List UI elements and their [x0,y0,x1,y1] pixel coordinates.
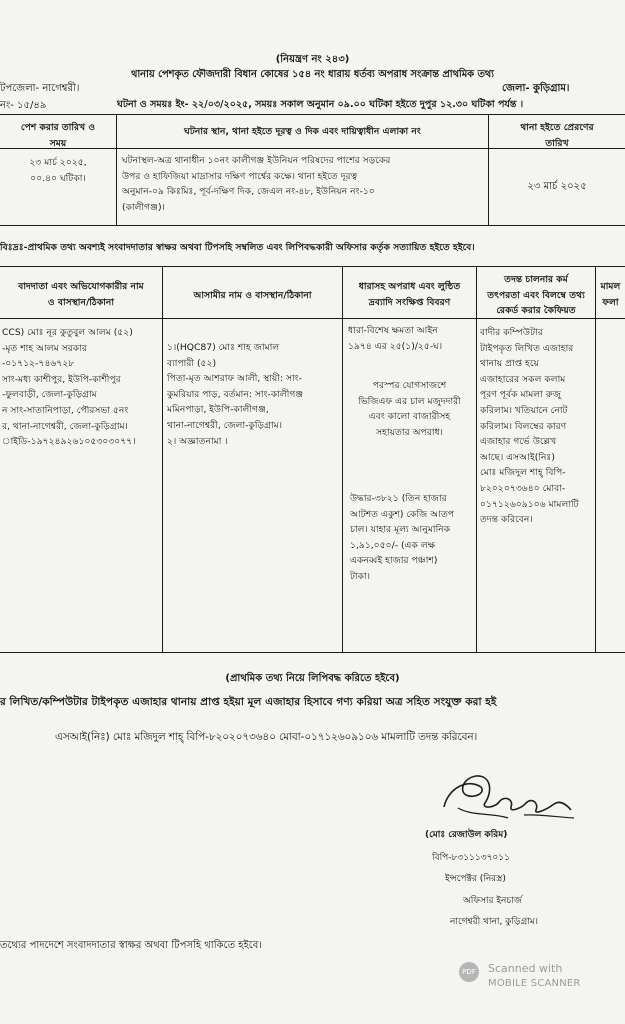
record-note: (প্রাথমিক তথ্য নিয়ে লিপিবদ্ধ করিতে হইবে) [225,673,400,684]
table1-header-location: ঘটনার স্থান, থানা হইতে দূরত্ব ও দিক এবং দায়িত্বাধীন এলাকা নং [184,126,421,137]
table1-send-date: ২৩ মার্চ ২০২৫ [527,181,587,192]
case-number: নং- ১৫/৪৯ [0,100,47,111]
footer-line-1: র লিখিত/কম্পিউটার টাইপকৃত এজাহার থানায় প্রাপ্ত হইয়া মূল এজাহার হিসাবে গণ্য করিয়া অত্র সহিত সংযুক্ত করা হই [0,696,497,708]
recovered-goods: উদ্ধার-৩৮২১ (তিন হাজার আটশত একুশ) কেজি আতপ চাল। যাহার মূল্য আনুমানিক ১,৯১,০৫০/- (এক লক্ষ একনব্বই হাজার পঞ্চাশ) টাকা। [350,493,455,582]
table1-submit-date: ২৩ মার্চ ২০২৫, ০০.৪০ ঘটিকা। [29,157,87,184]
officer-station: নাগেশ্বরী থানা, কুড়িগ্রাম। [450,917,539,927]
officer-title: অফিসার ইনচার্জ [463,896,522,906]
document-title: থানায় পেশকৃত ফৌজদারী বিধান কোষের ১৫৪ নং ধারায় ধর্তব্য অপরাধ সংক্রান্ত প্রাথমিক তথ্য [131,69,494,80]
notice-attestation: বিঃদ্রঃ-প্রাথমিক তথ্য অবশ্যই সংবাদদাতার স্বাক্ষর অথবা টিপসহি সম্বলিত এবং লিপিবদ্ধকারী অফিসার কর্তৃক সত্যায়িত হইতে হইবে। [0,242,475,253]
complainant-details: CCS) মোঃ নূর কুতুবুল আলম (৫২) -মৃত শাহ আলম সরকার -০১৭১২-৭৪৬৭২৮ সাং-মধ্য কাশীপুর, ইউপি-কাশীপুর -ফুলবাড়ী, জেলা-কুড়িগ্রাম ন সাং-সাতানিপাড়া, পৌরসভা ৫নং র, থানা-নাগেশ্বরী, জেলা-কুড়িগ্রাম। াইডি-১৯৭২৪৯২৬১০৫৩০৩০৭৭। [2,327,136,448]
table2-header-investigation: তদন্ত চালনার কর্ম তৎপরতা এবং বিলম্বে তথ্য রেকর্ড করার কৈফিয়ত [487,274,585,317]
offence-description: পরস্পর যোগসাজশে ভিজিএফ এর চাল মজুদদারী এবং কালো বাজারীসহ সহায়তার অপরাধ। [358,380,461,438]
control-number: (নিয়ন্ত্রণ নং ২৪৩) [275,54,350,65]
offence-section: ধারা-বিশেষ ক্ষমতা আইন ১৯৭৪ এর ২৫(১)/২৫-ঘ। [348,325,443,352]
investigation-details: বাদীর কম্পিউটার টাইপকৃত লিখিত এজাহার থানায় প্রাপ্ত হয়ে এজাহারের সকল কলাম পূরণ পূর্বক মামলা রুজু করিলাম। খতিয়ানে নোট করিলাম। বিলম্বের কারণ এজাহার গর্ভে উল্লেখ আছে। এসআই(নিঃ) মোঃ মজিদুল শাহ্ বিপি- ৮২০২০৭৩৬৪০ মোবা- ০১৭১২৬০৯১০৬ মামলাটি তদন্ত করিবেন। [480,327,579,526]
sub-district: টপজেলা- নাগেশ্বরী। [0,83,80,94]
table1-location: ঘটনাস্থল-অত্র থানাধীন ১০নং কালীগঞ্জ ইউনিয়ন পরিষদের পাশের সড়কের উপর ও হাফিজিয়া মাদ্রাসার দক্ষিণ পার্শ্বের কক্ষে। থানা হইতে দূরত্ব অনুমান-০৯ কিঃমিঃ, পূর্ব-দক্ষিণ দিক, জেএল নং-৪৮, ইউনিয়ন নং-১০ (কালীগঞ্জ)। [122,155,391,213]
final-instruction: তথ্যের পাদদেশে সংবাদদাতার স্বাক্ষর অথবা টিপসহি থাকিতে হইবে। [0,940,262,951]
table2-header-offence: ধারাসহ অপরাধ এবং লুন্ঠিত দ্রব্যাদি সংক্ষিপ্ত বিবরণ [358,281,461,308]
district: জেলা- কুড়িগ্রাম। [502,83,570,94]
table1-header-submit-date: পেশ করার তারিখ ও সময় [20,122,96,149]
table2-header-complainant: বাদদাতা এবং অভিযোগকারীর নাম ও বাসস্থান/ঠিকানা [18,281,144,308]
officer-rank: ইন্সপেক্টর (নিরস্ত্র) [445,874,506,884]
accused-details: ১।(HQC87) মোঃ শাহ জামাল ব্যাপারী (৫২) পিতা-মৃত আশরাফ আলী, স্থায়ী: সাং- কুমরিয়ার পাড়, বর্তমান: সাং-কালীগঞ্জ মমিনপাড়া, ইউপি-কালীগঞ্জ, থানা-নাগেশ্বরী, জেলা-কুড়িগ্রাম। ২। অজ্ঞাতনামা । [167,342,304,447]
table2-header-case-result: মামল ফলা [600,281,621,308]
scanner-logo: PDF [459,962,479,982]
watermark-line-2: MOBILE SCANNER [488,978,581,989]
table2-header-accused: আসামীর নাম ও বাসস্থান/ঠিকানা [193,290,312,301]
officer-name: (মোঃ রেজাউল করিম) [425,830,508,840]
watermark-line-1: Scanned with [488,962,563,975]
incident-time-line: ঘটনা ও সময়ঃ ইং- ২২/০৩/২০২৫, সময়ঃ সকাল অনুমান ০৯.০০ ঘটিকা হইতে দুপুর ১২.৩০ ঘটিকা পর্যন্ত । [117,99,524,110]
officer-bp: বিপি-৮৩১১১৩৭০১১ [432,853,510,863]
table1-header-send-date: থানা হইতে প্রেরণের তারিখ [520,122,594,149]
officer-signature [436,773,586,831]
footer-line-2: এসআই(নিঃ) মোঃ মজিদুল শাহ্ বিপি-৮২০২০৭৩৬৪০ মোবা-০১৭১২৬০৯১০৬ মামলাটি তদন্ত করিবেন। [55,731,478,743]
